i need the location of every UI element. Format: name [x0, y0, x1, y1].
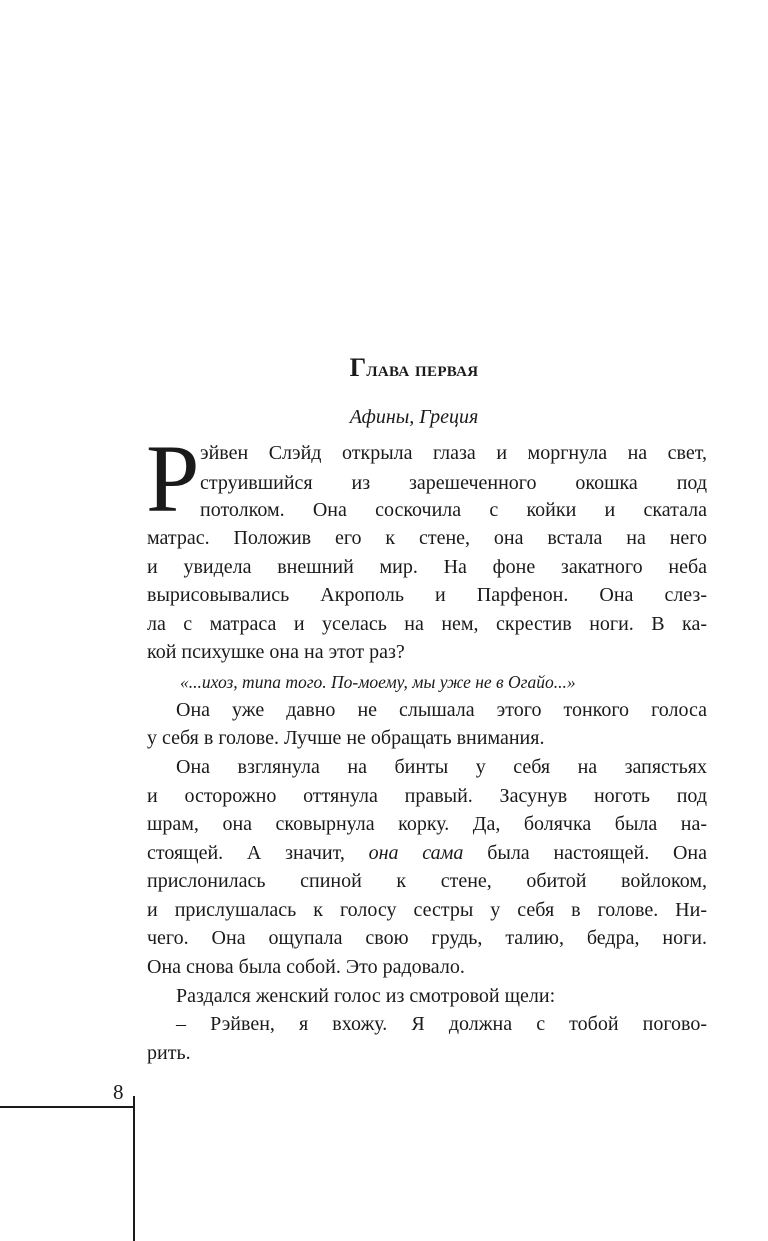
paragraph-line: и осторожно оттянула правый. Засунув ноготь под: [147, 785, 707, 807]
paragraph-line: шрам, она сковырнула корку. Да, болячка была на-: [147, 813, 707, 835]
paragraph-line: матрас. Положив его к стене, она встала на него: [147, 527, 707, 549]
dialogue-line: – Рэйвен, я вхожу. Я должна с тобой погово-: [176, 1013, 707, 1035]
chapter-title-rest: лава первая: [366, 357, 479, 381]
paragraph-line: и увидела внешний мир. На фоне закатного неба: [147, 556, 707, 578]
chapter-location: Афины, Греция: [349, 406, 479, 428]
paragraph-line: Она снова была собой. Это радовало.: [147, 956, 465, 978]
paragraph-line: Она уже давно не слышала этого тонкого голоса: [176, 699, 707, 721]
paragraph-line-part: стоящей. А значит,: [147, 842, 369, 864]
voice-line: «...ихоз, типа того. По-моему, мы уже не в Огайо...»: [180, 672, 576, 692]
paragraph-line: Она взглянула на бинты у себя на запястьях: [176, 756, 707, 778]
paragraph-line: кой психушке она на этот раз?: [147, 641, 405, 663]
paragraph-line: [147, 838, 707, 868]
paragraph-line: струившийся из зарешеченного окошка под: [200, 472, 707, 494]
paragraph-line: эйвен Слэйд открыла глаза и моргнула на свет,: [200, 442, 707, 464]
chapter-title: [0, 353, 768, 383]
paragraph-line: потолком. Она соскочила с койки и скатала: [200, 499, 707, 521]
paragraph-line-part: была настоящей. Она: [463, 842, 707, 864]
paragraph-line: чего. Она ощупала свою грудь, талию, бедра, ноги.: [147, 927, 707, 949]
chapter-title-initial: Г: [349, 353, 367, 382]
paragraph-line: ла с матраса и уселась на нем, скрестив ноги. В ка-: [147, 613, 707, 635]
emphasis: она сама: [368, 842, 464, 864]
paragraph-line: прислонилась спиной к стене, обитой войлоком,: [147, 870, 707, 892]
paragraph-line: и прислушалась к голосу сестры у себя в голове. Ни-: [147, 899, 707, 921]
page-number-rule-horizontal: [0, 1106, 134, 1108]
page-number-rule-vertical: [133, 1096, 135, 1241]
paragraph-line: вырисовывались Акрополь и Парфенон. Она слез-: [147, 584, 707, 606]
drop-cap: Р: [146, 425, 200, 532]
page-number: 8: [113, 1080, 124, 1104]
paragraph-line: Раздался женский голос из смотровой щели:: [176, 985, 556, 1007]
dialogue-line: рить.: [147, 1042, 191, 1064]
paragraph-line: у себя в голове. Лучше не обращать внимания.: [147, 727, 545, 749]
